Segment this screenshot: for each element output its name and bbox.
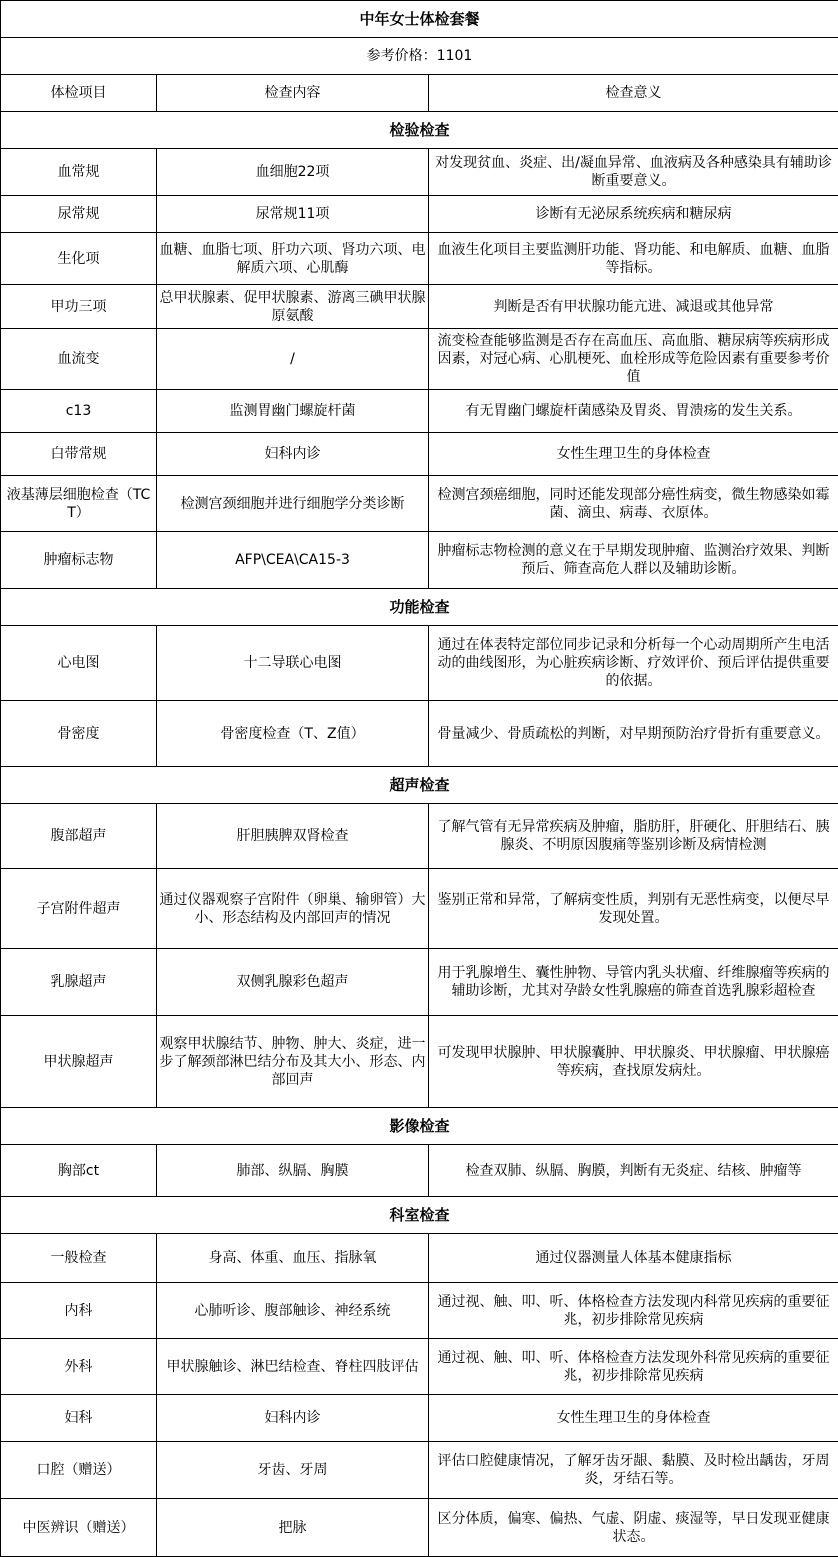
section-heading: 超声检查 (1, 767, 838, 804)
exam-content-cell: AFP\CEA\CA15-3 (157, 532, 429, 589)
table-row (1, 433, 838, 476)
exam-item-cell: 外科 (1, 1339, 157, 1395)
exam-content-cell: 牙齿、牙周 (157, 1442, 429, 1499)
table-row (1, 1442, 838, 1499)
exam-meaning-cell: 检测宫颈癌细胞，同时还能发现部分癌性病变，微生物感染如霉菌、滴虫、病毒、衣原体。 (429, 476, 838, 532)
exam-meaning-cell: 有无胃幽门螺旋杆菌感染及胃炎、胃溃疡的发生关系。 (429, 390, 838, 433)
exam-item-cell: 一般检查 (1, 1234, 157, 1283)
exam-meaning-cell: 鉴别正常和异常，了解病变性质，判别有无恶性病变，以便尽早发现处置。 (429, 869, 838, 949)
table-row (1, 1395, 838, 1442)
exam-item-cell: 肿瘤标志物 (1, 532, 157, 589)
price-row (1, 38, 838, 75)
exam-meaning-cell: 通过仪器测量人体基本健康指标 (429, 1234, 838, 1283)
exam-item-cell: 心电图 (1, 626, 157, 701)
exam-content-cell: 血糖、血脂七项、肝功六项、肾功六项、电解质六项、心肌酶 (157, 233, 429, 285)
exam-item-cell: 胸部ct (1, 1145, 157, 1197)
exam-meaning-cell: 血液生化项目主要监测肝功能、肾功能、和电解质、血糖、血脂等指标。 (429, 233, 838, 285)
table-row (1, 390, 838, 433)
reference-price: 参考价格：1101 (1, 38, 838, 75)
table-row (1, 1499, 838, 1557)
exam-content-cell: 血细胞22项 (157, 149, 429, 196)
exam-meaning-cell: 可发现甲状腺肿、甲状腺囊肿、甲状腺炎、甲状腺瘤、甲状腺癌等疾病，查找原发病灶。 (429, 1016, 838, 1108)
exam-item-cell: 腹部超声 (1, 804, 157, 869)
exam-content-cell: 肺部、纵膈、胸膜 (157, 1145, 429, 1197)
exam-meaning-cell: 区分体质，偏寒、偏热、气虚、阴虚、痰湿等，早日发现亚健康状态。 (429, 1499, 838, 1557)
title-row (1, 1, 838, 38)
exam-item-cell: 甲功三项 (1, 285, 157, 329)
table-row (1, 949, 838, 1016)
exam-content-cell: 双侧乳腺彩色超声 (157, 949, 429, 1016)
section-heading: 检验检查 (1, 112, 838, 149)
exam-meaning-cell: 流变检查能够监测是否存在高血压、高血脂、糖尿病等疾病形成因素，对冠心病、心肌梗死、血栓形成等危险因素有重要参考价值 (429, 329, 838, 390)
exam-item-cell: 白带常规 (1, 433, 157, 476)
exam-content-cell: 心肺听诊、腹部触诊、神经系统 (157, 1283, 429, 1339)
table-row (1, 1145, 838, 1197)
exam-content-cell: 妇科内诊 (157, 433, 429, 476)
section-row (1, 112, 838, 149)
section-heading: 功能检查 (1, 589, 838, 626)
exam-item-cell: 内科 (1, 1283, 157, 1339)
exam-meaning-cell: 女性生理卫生的身体检查 (429, 1395, 838, 1442)
exam-item-cell: 骨密度 (1, 701, 157, 767)
exam-item-cell: 口腔（赠送） (1, 1442, 157, 1499)
exam-content-cell: 总甲状腺素、促甲状腺素、游离三碘甲状腺原氨酸 (157, 285, 429, 329)
table-row (1, 1234, 838, 1283)
table-row (1, 476, 838, 532)
table-row (1, 196, 838, 233)
table-row (1, 701, 838, 767)
exam-item-cell: 甲状腺超声 (1, 1016, 157, 1108)
exam-item-cell: 妇科 (1, 1395, 157, 1442)
column-header-meaning: 检查意义 (429, 75, 838, 112)
table-row (1, 804, 838, 869)
table-row (1, 1016, 838, 1108)
table-row (1, 285, 838, 329)
section-row (1, 589, 838, 626)
exam-item-cell: c13 (1, 390, 157, 433)
exam-meaning-cell: 骨量减少、骨质疏松的判断，对早期预防治疗骨折有重要意义。 (429, 701, 838, 767)
exam-item-cell: 液基薄层细胞检查（TCT） (1, 476, 157, 532)
exam-item-cell: 血常规 (1, 149, 157, 196)
exam-item-cell: 乳腺超声 (1, 949, 157, 1016)
table-row (1, 1339, 838, 1395)
table-row (1, 1283, 838, 1339)
section-row (1, 1108, 838, 1145)
section-row (1, 1197, 838, 1234)
exam-item-cell: 子宫附件超声 (1, 869, 157, 949)
table-row (1, 869, 838, 949)
exam-meaning-cell: 了解气管有无异常疾病及肿瘤，脂肪肝，肝硬化、肝胆结石、胰腺炎、不明原因腹痛等鉴别诊断及病情检测 (429, 804, 838, 869)
exam-meaning-cell: 评估口腔健康情况，了解牙齿牙龈、黏膜、及时检出龋齿，牙周炎，牙结石等。 (429, 1442, 838, 1499)
exam-content-cell: 妇科内诊 (157, 1395, 429, 1442)
exam-meaning-cell: 肿瘤标志物检测的意义在于早期发现肿瘤、监测治疗效果、判断预后、筛查高危人群以及辅助诊断。 (429, 532, 838, 589)
column-header-item: 体检项目 (1, 75, 157, 112)
exam-meaning-cell: 通过视、触、叩、听、体格检查方法发现外科常见疾病的重要征兆，初步排除常见疾病 (429, 1339, 838, 1395)
exam-content-cell: / (157, 329, 429, 390)
exam-item-cell: 尿常规 (1, 196, 157, 233)
section-row (1, 767, 838, 804)
section-heading: 科室检查 (1, 1197, 838, 1234)
exam-meaning-cell: 检查双肺、纵膈、胸膜，判断有无炎症、结核、肿瘤等 (429, 1145, 838, 1197)
exam-content-cell: 通过仪器观察子宫附件（卵巢、输卵管）大小、形态结构及内部回声的情况 (157, 869, 429, 949)
exam-item-cell: 血流变 (1, 329, 157, 390)
exam-content-cell: 尿常规11项 (157, 196, 429, 233)
exam-content-cell: 监测胃幽门螺旋杆菌 (157, 390, 429, 433)
exam-meaning-cell: 对发现贫血、炎症、出/凝血异常、血液病及各种感染具有辅助诊断重要意义。 (429, 149, 838, 196)
exam-meaning-cell: 通过视、触、叩、听、体格检查方法发现内科常见疾病的重要征兆，初步排除常见疾病 (429, 1283, 838, 1339)
exam-content-cell: 观察甲状腺结节、肿物、肿大、炎症，进一步了解颈部淋巴结分布及其大小、形态、内部回声 (157, 1016, 429, 1108)
table-row (1, 233, 838, 285)
table-row (1, 626, 838, 701)
table-row (1, 149, 838, 196)
table-row (1, 532, 838, 589)
exam-item-cell: 中医辨识（赠送） (1, 1499, 157, 1557)
exam-meaning-cell: 诊断有无泌尿系统疾病和糖尿病 (429, 196, 838, 233)
exam-content-cell: 检测宫颈细胞并进行细胞学分类诊断 (157, 476, 429, 532)
exam-content-cell: 肝胆胰脾双肾检查 (157, 804, 429, 869)
section-heading: 影像检查 (1, 1108, 838, 1145)
header-row (1, 75, 838, 112)
column-header-content: 检查内容 (157, 75, 429, 112)
exam-meaning-cell: 用于乳腺增生、囊性肿物、导管内乳头状瘤、纤维腺瘤等疾病的辅助诊断，尤其对孕龄女性乳腺癌的筛查首选乳腺彩超检查 (429, 949, 838, 1016)
package-title: 中年女士体检套餐 (1, 1, 838, 38)
exam-meaning-cell: 判断是否有甲状腺功能亢进、减退或其他异常 (429, 285, 838, 329)
exam-item-cell: 生化项 (1, 233, 157, 285)
exam-meaning-cell: 通过在体表特定部位同步记录和分析每一个心动周期所产生电活动的曲线图形，为心脏疾病诊断、疗效评价、预后评估提供重要的依据。 (429, 626, 838, 701)
exam-content-cell: 甲状腺触诊、淋巴结检查、脊柱四肢评估 (157, 1339, 429, 1395)
exam-content-cell: 十二导联心电图 (157, 626, 429, 701)
exam-content-cell: 把脉 (157, 1499, 429, 1557)
exam-content-cell: 身高、体重、血压、指脉氧 (157, 1234, 429, 1283)
exam-meaning-cell: 女性生理卫生的身体检查 (429, 433, 838, 476)
table-row (1, 329, 838, 390)
exam-content-cell: 骨密度检查（T、Z值） (157, 701, 429, 767)
